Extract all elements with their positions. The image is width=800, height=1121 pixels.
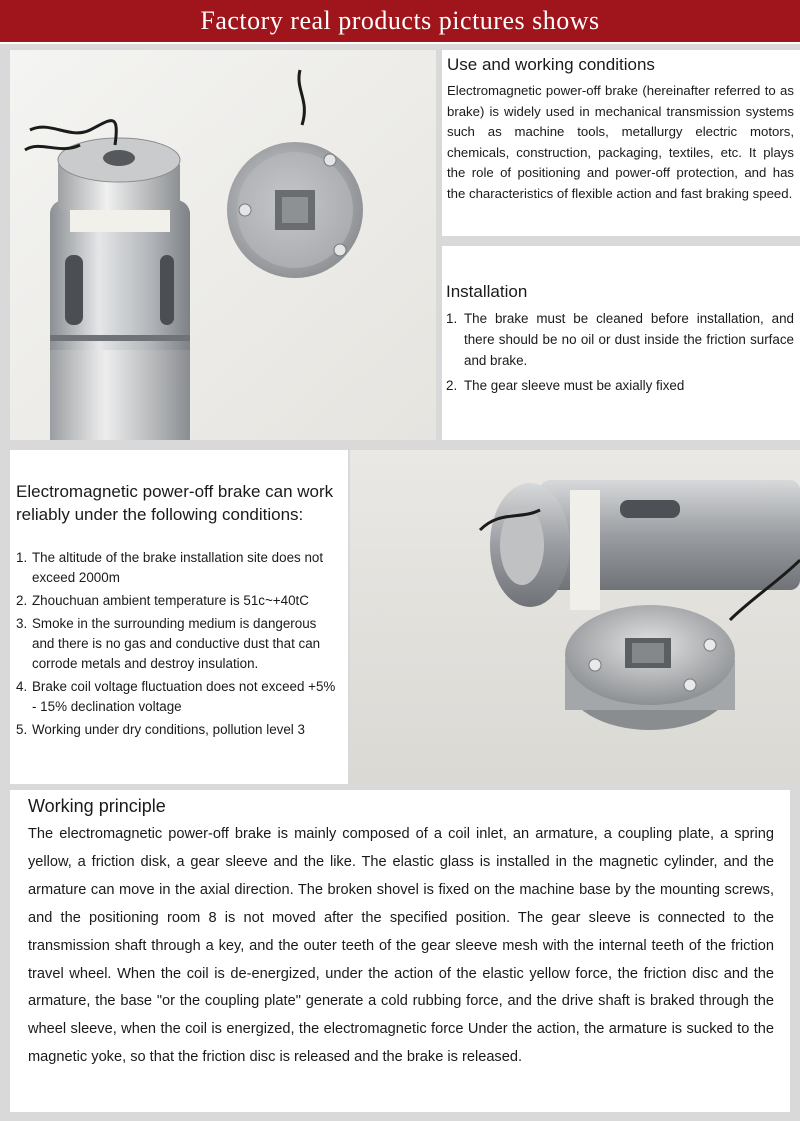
installation-panel	[442, 246, 800, 440]
list-item	[16, 677, 342, 717]
list-item	[16, 720, 342, 740]
item-text: The brake must be cleaned before installation, and there should be no oil or dust inside the friction surface and brake.	[464, 311, 794, 368]
list-item	[16, 548, 342, 588]
conditions-heading: Electromagnetic power-off brake can work reliably under the following conditions:	[16, 482, 334, 524]
item-text: Brake coil voltage fluctuation does not exceed +5% - 15% declination voltage	[32, 679, 336, 714]
item-number: 5.	[16, 722, 28, 737]
item-number: 3.	[16, 616, 28, 631]
banner-title: Factory real products pictures shows	[200, 6, 600, 35]
item-text: Zhouchuan ambient temperature is 51c~+40tC	[32, 593, 309, 608]
item-number: 2.	[16, 593, 28, 608]
installation-heading: Installation	[446, 282, 528, 301]
page-banner	[0, 0, 800, 44]
list-item	[446, 375, 794, 396]
working-principle-text: The electromagnetic power-off brake is mainly composed of a coil inlet, an armature, a coupling plate, a spring yellow, a friction disk, a gear sleeve and the like. The elastic glass is installed in the magnetic cylinder, and the armature can move in the axial direction. The broken shovel is fixed on the machine base by the mounting screws, and the positioning room 8 is not moved after the specified position. The gear sleeve is connected to the transmission shaft through a key, and the outer teeth of the gear sleeve mesh with the internal teeth of the friction travel wheel. When the coil is de-energized, under the action of the elastic yellow force, the friction disc and the armature, the base "or the coupling plate" generate a cold rubbing force, and the drive shaft is braked through the wheel sleeve, when the coil is energized, the electromagnetic force Under the action, the armature is sucked to the magnetic yoke, so that the friction disc is released and the brake is released.	[28, 826, 774, 1066]
conditions-panel	[10, 450, 348, 784]
list-item	[446, 308, 794, 371]
item-text: Smoke in the surrounding medium is dangerous and there is no gas and conductive dust that can corrode metals and destroy insulation.	[32, 616, 321, 671]
item-text: Working under dry conditions, pollution level 3	[32, 722, 305, 737]
item-text: The altitude of the brake installation site does not exceed 2000m	[32, 550, 324, 585]
list-item	[16, 591, 342, 611]
use-conditions-panel	[442, 50, 800, 236]
item-number: 4.	[16, 679, 28, 694]
use-conditions-heading: Use and working conditions	[447, 55, 655, 74]
item-number: 1.	[446, 311, 458, 326]
installation-list	[446, 308, 794, 396]
product-photo-motor-side	[350, 450, 800, 784]
working-principle-heading: Working principle	[28, 796, 166, 816]
item-text: The gear sleeve must be axially fixed	[464, 378, 685, 393]
working-principle-panel	[10, 790, 790, 1112]
item-number: 1.	[16, 550, 28, 565]
item-number: 2.	[446, 378, 458, 393]
list-item	[16, 614, 342, 674]
product-photo-motor-and-brake	[10, 50, 436, 440]
use-conditions-text: Electromagnetic power-off brake (hereinafter referred to as brake) is widely used in mechanical transmission systems such as machine tools, metallurgy electric motors, chemicals, construction, packaging, textiles, etc. It plays the role of positioning and power-off protection, and has the characteristics of flexible action and fast braking speed.	[447, 83, 794, 201]
conditions-list	[16, 548, 342, 740]
